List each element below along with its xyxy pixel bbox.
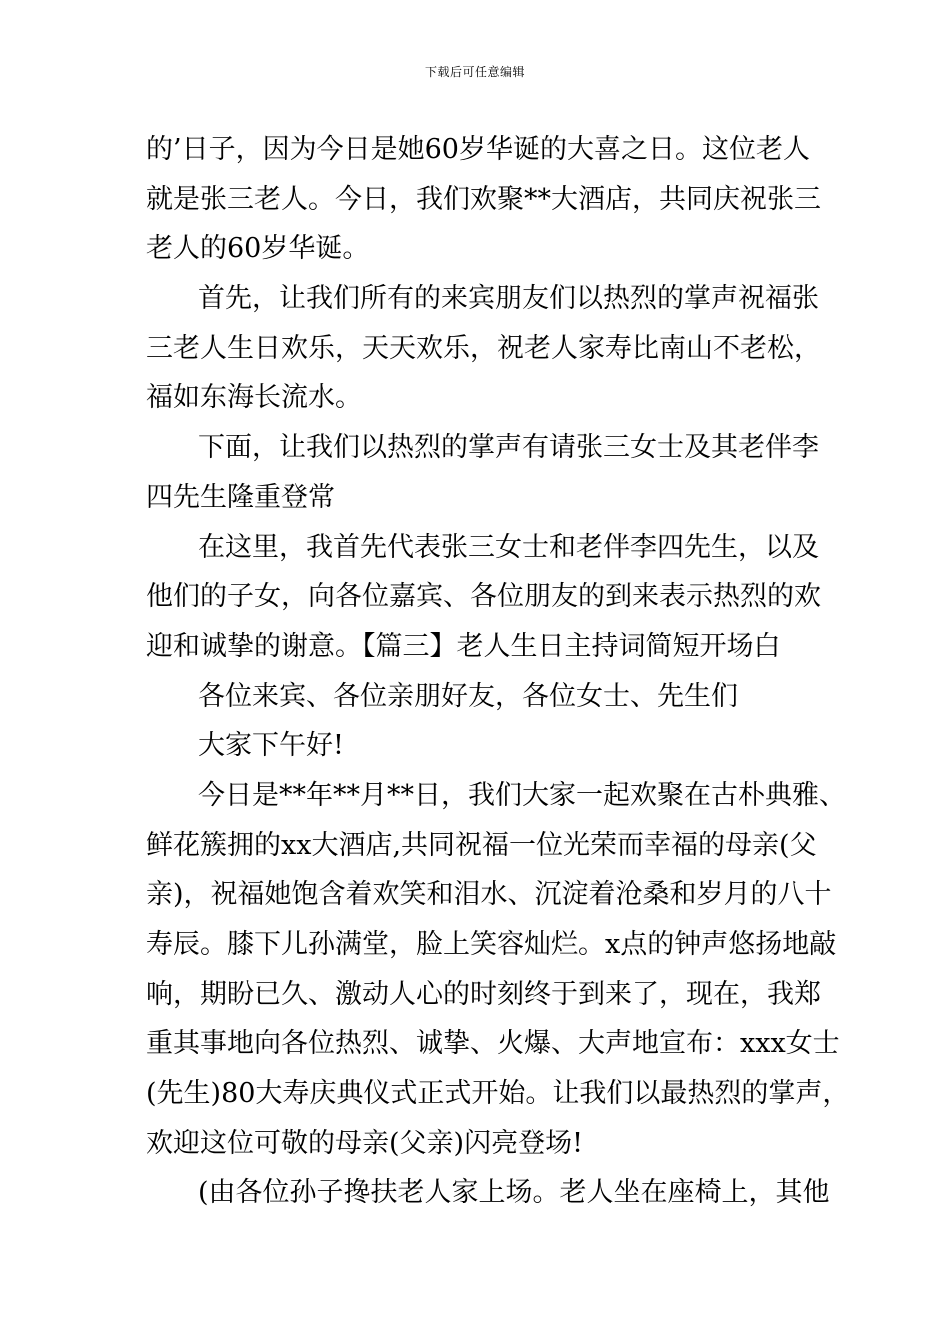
text-line: 寿辰。膝下儿孙满堂，脸上笑容灿烂。x点的钟声悠扬地敲 [146, 929, 837, 960]
text-line: 老人的60岁华诞。 [146, 233, 370, 265]
text-line: 在这里，我首先代表张三女士和老伴李四先生，以及 [198, 531, 819, 563]
body-text [146, 125, 850, 1218]
text-line: 重其事地向各位热烈、诚挚、火爆、大声地宣布：xxx女士 [146, 1028, 840, 1060]
text-line: 就是张三老人。今日，我们欢聚**大酒店，共同庆祝张三 [146, 183, 821, 215]
text-line: 大家下午好! [198, 730, 344, 762]
text-line: 鲜花簇拥的xx大酒店,共同祝福一位光荣而幸福的母亲(父 [146, 829, 817, 861]
text-line: 迎和诚挚的谢意。【篇三】老人生日主持词简短开场白 [146, 630, 781, 662]
text-line: 他们的子女，向各位嘉宾、各位朋友的到来表示热烈的欢 [146, 581, 821, 613]
text-line: 福如东海长流水。 [146, 382, 362, 414]
text-line: (由各位孙子搀扶老人家上场。老人坐在座椅上，其他 [198, 1177, 830, 1209]
text-line: 今日是**年**月**日，我们大家一起欢聚在古朴典雅、 [198, 779, 846, 811]
text-line: 欢迎这位可敬的母亲(父亲)闪亮登场! [146, 1127, 583, 1159]
text-line: 下面，让我们以热烈的掌声有请张三女士及其老伴李 [198, 432, 819, 464]
text-line: 三老人生日欢乐，天天欢乐，祝老人家寿比南山不老松， [146, 332, 821, 364]
page-header-note: 下载后可任意编辑 [424, 65, 525, 79]
text-line: (先生)80大寿庆典仪式正式开始。让我们以最热烈的掌声， [146, 1078, 850, 1110]
text-line: 四先生隆重登常 [146, 481, 335, 513]
text-line: 亲)，祝福她饱含着欢笑和泪水、沉淀着沧桑和岁月的八十 [146, 879, 832, 911]
text-line: 各位来宾、各位亲朋好友，各位女士、先生们 [198, 680, 738, 712]
text-line: 首先，让我们所有的来宾朋友们以热烈的掌声祝福张 [198, 283, 819, 315]
text-line: 响，期盼已久、激动人心的时刻终于到来了，现在，我郑 [146, 978, 821, 1010]
text-line: 的’日子，因为今日是她60岁华诞的大喜之日。这位老人 [146, 134, 810, 165]
